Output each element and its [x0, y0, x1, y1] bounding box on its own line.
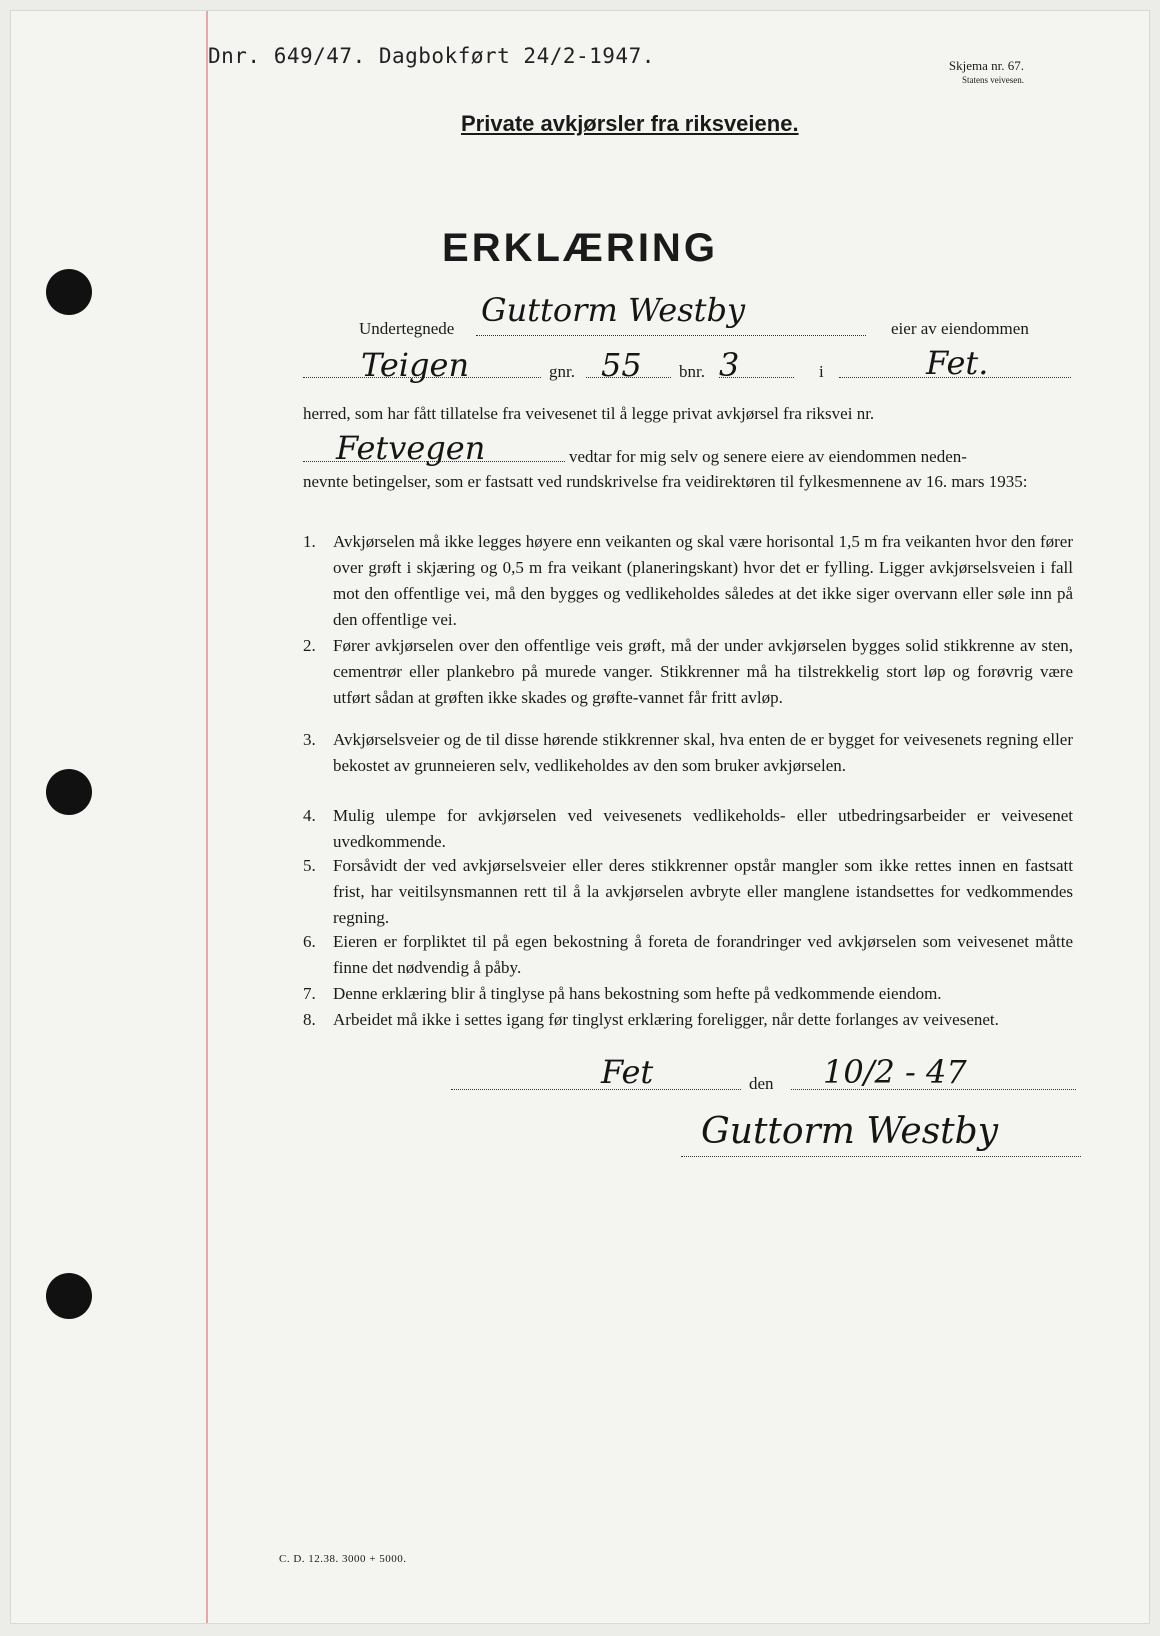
clause-text: Denne erklæring blir å tinglyse på hans bekostning som hefte på vedkommende eiendom.	[333, 984, 942, 1003]
owner-label: eier av eiendommen	[891, 319, 1029, 338]
signing-date-handwritten: 10/2 - 47	[823, 1053, 967, 1091]
signature-dotline	[681, 1156, 1081, 1157]
clause-1	[303, 529, 1073, 633]
clause-number: 6.	[303, 932, 316, 951]
clause-7	[303, 981, 1073, 1007]
clause-text: Mulig ulempe for avkjørselen ved veivesenets vedlikeholds- eller utbedringsarbeider er veivesenet uvedkommende.	[333, 806, 1073, 851]
punch-hole-middle	[46, 769, 92, 815]
property-name-handwritten: Teigen	[361, 346, 470, 384]
punch-hole-bottom	[46, 1273, 92, 1319]
clause-text: Arbeidet må ikke i settes igang før tinglyst erklæring foreligger, når dette forlanges av veivesenet.	[333, 1010, 999, 1029]
signature-handwritten: Guttorm Westby	[701, 1111, 999, 1152]
print-footer: C. D. 12.38. 3000 + 5000.	[279, 1553, 407, 1565]
gnr-label: gnr.	[549, 362, 575, 381]
clause-number: 2.	[303, 636, 316, 655]
document-subtitle: Private avkjørsler fra riksveiene.	[461, 111, 799, 136]
intro-line-2: vedtar for mig selv og senere eiere av eiendommen neden-	[569, 447, 967, 466]
clause-2	[303, 633, 1073, 711]
document-title: ERKLÆRING	[442, 226, 718, 270]
undersigned-name-handwritten: Guttorm Westby	[481, 291, 746, 329]
form-issuer: Statens veivesen.	[962, 75, 1024, 85]
in-label: i	[819, 362, 824, 381]
form-number-block	[949, 58, 1024, 88]
clause-number: 4.	[303, 806, 316, 825]
date-label: den	[749, 1074, 774, 1093]
place-dotline	[451, 1089, 741, 1090]
bnr-label: bnr.	[679, 362, 705, 381]
bnr-dotline	[719, 377, 794, 378]
clause-6	[303, 929, 1073, 981]
gnr-value-handwritten: 55	[601, 346, 642, 384]
clause-number: 3.	[303, 730, 316, 749]
bnr-value-handwritten: 3	[719, 346, 740, 384]
intro-rest: nevnte betingelser, som er fastsatt ved rundskrivelse fra veidirektøren til fylkesmennene av 16. mars 1935:	[303, 472, 1028, 491]
clause-number: 5.	[303, 856, 316, 875]
clause-4	[303, 803, 1073, 855]
undersigned-dotline	[476, 335, 866, 336]
clause-text: Fører avkjørselen over den offentlige veis grøft, må der under avkjørselen bygges solid stikkrenne av sten, cementrør eller plankebro på murede vanger. Stikkrenner må ha tilstrekkelig stort løp og forøvrig være utført sådan at grøften ikke skades og grøfte-vannet får fritt avløp.	[333, 636, 1073, 707]
clause-3	[303, 727, 1073, 779]
undersigned-label: Undertegnede	[359, 319, 455, 338]
punch-hole-top	[46, 269, 92, 315]
clause-5	[303, 853, 1073, 931]
clause-text: Avkjørselen må ikke legges høyere enn veikanten og skal være horisontal 1,5 m fra veikanten hvor den fører over grøft i skjæring og 0,5 m fra veikant (planeringskant) hvor det er fylling. Ligger avkjørselsveien i fall mot den offentlige vei, må den bygges og vedlikeholdes således at det ikke siger overvann eller søle inn på den offentlige vei.	[333, 532, 1073, 629]
typed-reference: Dnr. 649/47. Dagbokført 24/2-1947.	[208, 44, 655, 68]
municipality-handwritten: Fet.	[926, 344, 989, 382]
clause-text: Avkjørselsveier og de til disse hørende stikkrenner skal, hva enten de er bygget for veivesenets regning eller bekostet av grunneieren selv, vedlikeholdes av den som bruker avkjørselen.	[333, 730, 1073, 775]
clause-8	[303, 1007, 1073, 1033]
road-name-handwritten: Fetvegen	[336, 429, 486, 467]
signing-place-handwritten: Fet	[601, 1053, 654, 1091]
clause-number: 8.	[303, 1010, 316, 1029]
document-page	[10, 10, 1150, 1624]
clause-text: Forsåvidt der ved avkjørselsveier eller deres stikkrenner opstår mangler som ikke rettes innen en fastsatt frist, har veitilsynsmannen rett til å la avkjørselen avbryte eller manglene istandsettes for vedkommendes regning.	[333, 856, 1073, 927]
intro-line-1: herred, som har fått tillatelse fra veivesenet til å legge privat avkjørsel fra riksvei nr.	[303, 404, 875, 423]
clause-number: 7.	[303, 984, 316, 1003]
clause-number: 1.	[303, 532, 316, 551]
clause-text: Eieren er forpliktet til på egen bekostning å foreta de forandringer ved avkjørselen som veivesenet måtte finne det nødvendig å påby.	[333, 932, 1073, 977]
form-number: Skjema nr. 67.	[948, 58, 1024, 73]
